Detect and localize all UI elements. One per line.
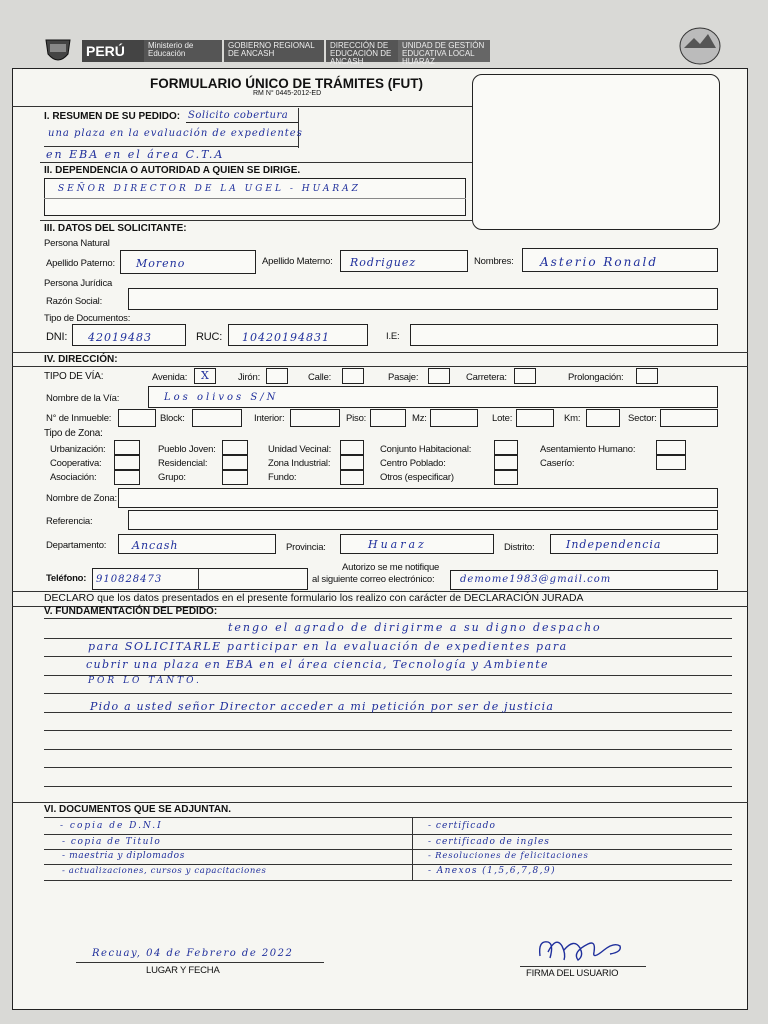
telefono-divider [198,568,199,590]
ie-field[interactable] [410,324,718,346]
zona-col1-checkbox-3[interactable] [114,470,140,485]
km-field[interactable] [586,409,620,427]
jiron-checkbox[interactable] [266,368,288,384]
documento-right-3[interactable]: - Resoluciones de felicitaciones [428,851,589,861]
zona-col5-checkbox-2[interactable] [656,455,686,470]
fundamentacion-line-2[interactable]: para SOLICITARLE participar en la evaluación de expedientes para [88,640,568,653]
ministry-band [144,40,222,62]
zona-col4-checkbox-1[interactable] [494,440,518,455]
correo-value: demome1983@gmail.com [460,574,612,585]
section5-rule-2 [44,638,732,639]
fundamentacion-line-1[interactable]: tengo el agrado de dirigirme a su digno despacho [228,621,602,634]
jiron-label: Jirón: [238,372,261,383]
razon-social-label: Razón Social: [46,296,103,307]
provincia-label: Provincia: [286,542,326,553]
block-label: Block: [160,413,185,424]
residencial-label: Residencial: [158,458,208,469]
nombre-zona-field[interactable] [118,488,718,508]
interior-field[interactable] [290,409,340,427]
section6-rule-2 [44,834,732,835]
section5-rule-5 [44,693,732,694]
section4-top-line [12,352,748,353]
apellido-materno-value: Rodriguez [350,256,417,269]
fundamentacion-line-4[interactable]: POR LO TANTO. [88,676,202,686]
avenida-label: Avenida: [152,372,188,383]
departamento-value: Ancash [132,539,179,552]
form-subtitle: RM N° 0445-2012-ED [253,90,322,97]
calle-label: Calle: [308,372,332,383]
inmueble-field[interactable] [118,409,156,427]
section5-rule-3 [44,656,732,657]
zona-col5-checkbox-1[interactable] [656,440,686,455]
distrito-value: Independencia [566,538,662,551]
peru-label: PERÚ [86,43,125,59]
interior-label: Interior: [254,413,285,424]
dni-value: 42019483 [88,331,152,344]
section1-line2[interactable]: una plaza en la evaluación de expedientes [48,128,303,139]
lugar-fecha-value[interactable]: Recuay, 04 de Febrero de 2022 [92,948,294,959]
lugar-fecha-line [76,962,324,963]
referencia-label: Referencia: [46,516,93,527]
section1-top-line [12,106,472,107]
unidad-vecinal-label: Unidad Vecinal: [268,444,332,455]
firma-line [520,966,646,967]
zona-col4-checkbox-3[interactable] [494,470,518,485]
lugar-fecha-label: LUGAR Y FECHA [146,965,220,976]
documento-left-3[interactable]: - maestria y diplomados [62,851,185,861]
ie-label: I.E: [386,331,400,342]
zona-col3-checkbox-2[interactable] [340,455,364,470]
section2-mid-line [44,198,466,199]
section5-label: V. FUNDAMENTACIÓN DEL PEDIDO: [44,606,218,617]
tipo-zona-label: Tipo de Zona: [44,428,103,439]
tipo-documentos-label: Tipo de Documentos: [44,313,131,324]
zona-col4-checkbox-2[interactable] [494,455,518,470]
ministry-label: Ministerio de Educación [148,41,194,58]
cooperativa-label: Cooperativa: [50,458,102,469]
photo-box [472,74,720,230]
otros-label: Otros (especificar) [380,472,454,483]
apellido-materno-label: Apellido Materno: [262,256,333,267]
sector-label: Sector: [628,413,657,424]
documento-right-1[interactable]: - certificado [428,821,496,831]
section1-label: I. RESUMEN DE SU PEDIDO: [44,111,181,122]
documento-left-1[interactable]: - copia de D.N.I [60,821,163,831]
caserio-label: Caserío: [540,458,575,469]
unidad-band [398,40,490,66]
section6-rule-4 [44,864,732,865]
calle-checkbox[interactable] [342,368,364,384]
sector-field[interactable] [660,409,718,427]
documento-right-2[interactable]: - certificado de ingles [428,837,550,847]
fundo-label: Fundo: [268,472,297,483]
section5-rule-7 [44,730,732,731]
mz-label: Mz: [412,413,427,424]
km-label: Km: [564,413,581,424]
section6-divider [412,817,413,880]
declaro-text: DECLARO que los datos presentados en el presente formulario los realizo con carácter de DECLARACIÓN JURADA [44,593,584,604]
section1-line-sep [44,146,298,147]
firma-label: FIRMA DEL USUARIO [526,968,619,979]
referencia-field[interactable] [128,510,718,530]
nombre-via-value: Los olivos S/N [164,392,279,403]
apellido-paterno-value: Moreno [136,257,186,270]
zona-col2-checkbox-1[interactable] [222,440,248,455]
ruc-label: RUC: [196,331,223,343]
prolongacion-checkbox[interactable] [636,368,658,384]
direccion-band [326,40,408,66]
provincia-value: Huaraz [368,538,427,551]
pasaje-label: Pasaje: [388,372,419,383]
fundamentacion-line-3[interactable]: cubrir una plaza en EBA en el área ciencia, Tecnología y Ambiente [86,658,549,671]
autorizo-line1: Autorizo se me notifique [342,562,440,573]
section6-label: VI. DOCUMENTOS QUE SE ADJUNTAN. [44,804,232,815]
unidad-label: UNIDAD DE GESTIÓN EDUCATIVA LOCAL HUARAZ [402,41,485,66]
section6-rule-5 [44,880,732,881]
zona-col2-checkbox-2[interactable] [222,455,248,470]
telefono-value: 910828473 [96,574,163,585]
section5-rule-8 [44,749,732,750]
telefono-label: Teléfono: [46,573,87,584]
carretera-checkbox[interactable] [514,368,536,384]
block-field[interactable] [192,409,242,427]
autorizo-line2: al siguiente correo electrónico: [312,574,435,585]
section5-rule-9 [44,767,732,768]
mz-field[interactable] [430,409,478,427]
centro-poblado-label: Centro Poblado: [380,458,446,469]
peru-coat-of-arms-icon [40,36,76,66]
gobierno-label: GOBIERNO REGIONAL DE ANCASH [228,41,315,58]
declaro-top-line [12,591,748,592]
section6-top-line [12,802,748,803]
section2-value[interactable]: SEÑOR DIRECTOR DE LA UGEL - HUARAZ [58,184,361,194]
gobierno-band [224,40,324,62]
section6-rule-3 [44,849,732,850]
documento-left-4[interactable]: - actualizaciones, cursos y capacitaciones [62,866,267,876]
section6-rule-1 [44,817,732,818]
urbanizacion-label: Urbanización: [50,444,106,455]
conjunto-label: Conjunto Habitacional: [380,444,472,455]
dni-label: DNI: [46,331,68,343]
documento-right-4[interactable]: - Anexos (1,5,6,7,8,9) [428,866,556,876]
zona-col1-checkbox-1[interactable] [114,440,140,455]
zona-col1-checkbox-2[interactable] [114,455,140,470]
nombre-zona-label: Nombre de Zona: [46,493,117,504]
departamento-label: Departamento: [46,540,107,551]
pasaje-checkbox[interactable] [428,368,450,384]
section4-label: IV. DIRECCIÓN: [44,354,118,365]
ruc-value: 10420194831 [242,331,330,344]
piso-field[interactable] [370,409,406,427]
header-bar [40,36,495,66]
section5-rule-10 [44,786,732,787]
distrito-label: Distrito: [504,542,535,553]
asociacion-label: Asociación: [50,472,97,483]
nombre-via-label: Nombre de la Vía: [46,393,120,404]
carretera-label: Carretera: [466,372,507,383]
signature-icon [534,932,630,966]
asentamiento-label: Asentamiento Humano: [540,444,636,455]
pueblo-joven-label: Pueblo Joven: [158,444,216,455]
nombres-value: Asterio Ronald [540,255,659,269]
section3-top-line [40,220,472,221]
razon-social-field[interactable] [128,288,718,310]
zona-industrial-label: Zona Industrial: [268,458,331,469]
apellido-paterno-label: Apellido Paterno: [46,258,115,269]
section5-rule-1 [44,618,732,619]
ugel-logo-icon [678,26,722,66]
section1-line3[interactable]: en EBA en el área C.T.A [46,148,225,161]
prolongacion-label: Prolongación: [568,372,624,383]
section3-label: III. DATOS DEL SOLICITANTE: [44,223,187,234]
inmueble-label: N° de Inmueble: [46,413,112,424]
section4-label-line [12,366,748,367]
nombres-label: Nombres: [474,256,514,267]
zona-col3-checkbox-1[interactable] [340,440,364,455]
section2-top-line [40,162,472,163]
documento-left-2[interactable]: - copia de Titulo [62,837,162,847]
direccion-label: DIRECCIÓN DE EDUCACIÓN DE ANCASH [330,41,392,66]
section1-underline1 [186,122,298,123]
persona-natural-label: Persona Natural [44,238,110,249]
lote-label: Lote: [492,413,513,424]
lote-field[interactable] [516,409,554,427]
piso-label: Piso: [346,413,367,424]
persona-juridica-label: Persona Jurídica [44,278,113,289]
zona-col3-checkbox-3[interactable] [340,470,364,485]
fundamentacion-line-5[interactable]: Pido a usted señor Director acceder a mi petición por ser de justicia [90,700,555,713]
tipo-via-label: TIPO DE VÍA: [44,371,104,382]
form-title: FORMULARIO ÚNICO DE TRÁMITES (FUT) [150,76,423,91]
avenida-mark: X [201,369,210,382]
grupo-label: Grupo: [158,472,186,483]
zona-col2-checkbox-3[interactable] [222,470,248,485]
section2-label: II. DEPENDENCIA O AUTORIDAD A QUIEN SE DIRIGE. [44,165,301,176]
section1-line1[interactable]: Solicito cobertura [188,110,289,121]
